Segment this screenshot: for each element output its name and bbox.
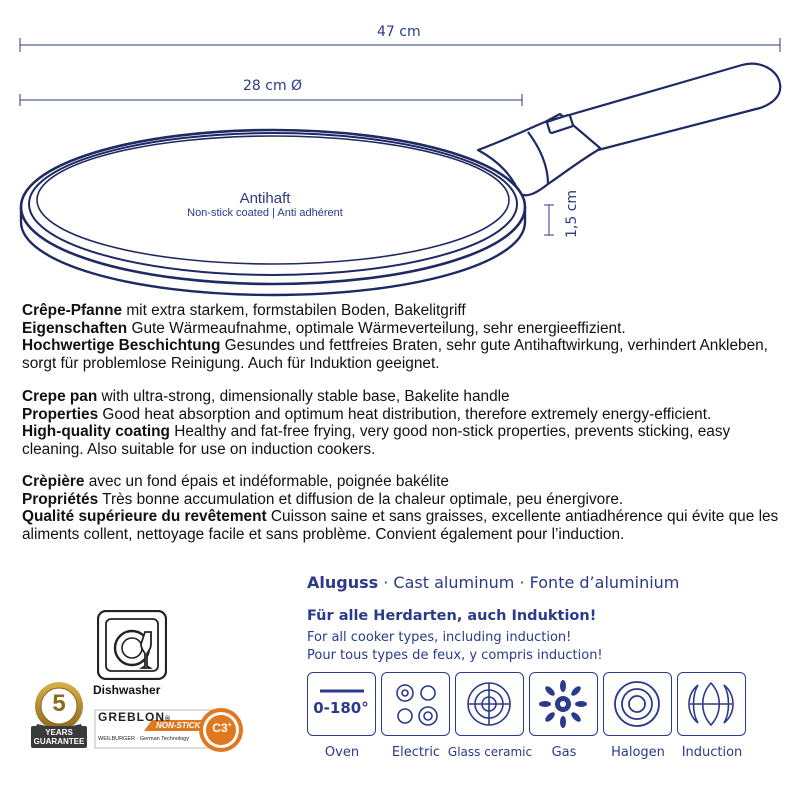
glass-ceramic-icon [455, 672, 524, 736]
guarantee-number: 5 [52, 690, 66, 717]
electric-label: Electric [391, 745, 441, 760]
material-line: Aluguss · Cast aluminum · Fonte d’aluminium [307, 573, 680, 592]
desc-fr-line: Crèpière avec un fond épais et indéformable, poignée bakélite [22, 473, 449, 490]
cooker-info-de: Für alle Herdarten, auch Induktion! [307, 608, 597, 624]
glass-ceramic-label: Glass ceramic [447, 745, 533, 759]
gas-icon [529, 672, 598, 736]
description-de [22, 302, 792, 372]
cooker-info-fr: Pour tous types de feux, y compris induction! [307, 648, 603, 663]
diameter-label: 28 cm Ø [243, 78, 303, 94]
desc-de-line: Eigenschaften Gute Wärmeaufnahme, optimale Wärmeverteilung, sehr energieeffizient. [22, 319, 626, 337]
diameter-dimension-line [20, 94, 522, 106]
pan-drawing [0, 0, 800, 300]
induction-label: Induction [681, 745, 743, 760]
oven-temperature: 0-180° [313, 699, 369, 717]
coating-title: Antihaft [239, 190, 291, 207]
greblon-grade: C3+ [212, 721, 232, 735]
greblon-sub: WEILBURGER · German Technology [98, 736, 189, 742]
dishwasher-label: Dishwasher [93, 683, 161, 697]
height-label: 1,5 cm [564, 189, 580, 238]
dishwasher-icon [97, 610, 167, 680]
halogen-label: Halogen [611, 745, 665, 760]
desc-fr-line: Propriétés Très bonne accumulation et diffusion de la chaleur optimale, peu énergivore. [22, 490, 624, 508]
oven-label: Oven [324, 745, 360, 760]
guarantee-text: YEARS GUARANTEE [33, 728, 85, 746]
description-en [22, 388, 792, 458]
length-label: 47 cm [377, 24, 421, 40]
length-dimension-line [20, 38, 780, 52]
cooker-info-en: For all cooker types, including induction! [307, 630, 572, 645]
greblon-nonstick: NON-STICK [156, 721, 201, 730]
halogen-icon [603, 672, 672, 736]
pan-handle [478, 64, 780, 196]
induction-icon [677, 672, 746, 736]
desc-de-line: Hochwertige Beschichtung Gesundes und fettfreies Braten, sehr gute Antihaftwirkung, verhindert Ankleben, sorgt für problemlose Reinigung. Auch für Induktion geeignet. [22, 337, 768, 372]
description-fr [22, 473, 792, 543]
electric-icon [381, 672, 450, 736]
gas-label: Gas [551, 745, 577, 760]
desc-de-line: Crêpe-Pfanne mit extra starkem, formstabilen Boden, Bakelitgriff [22, 302, 466, 319]
coating-subtitle: Non-stick coated | Anti adhérent [187, 207, 343, 219]
desc-fr-line: Qualité supérieure du revêtement Cuisson saine et sans graisses, excellente antiadhérence qui évite que les aliments collent, nettoyage facile et sans problème. Convient également pour l’induction. [22, 508, 779, 543]
greblon-brand: GREBLON® [98, 710, 172, 724]
desc-en-line: Crepe pan with ultra-strong, dimensionally stable base, Bakelite handle [22, 388, 510, 405]
greblon-logo [94, 700, 249, 756]
oven-icon [307, 672, 376, 736]
guarantee-badge [27, 680, 91, 752]
pan-coating-label [160, 190, 370, 219]
height-dimension-line [544, 205, 554, 235]
desc-en-line: Properties Good heat absorption and optimum heat distribution, therefore extremely energy-efficient. [22, 405, 712, 423]
desc-en-line: High-quality coating Healthy and fat-free frying, very good non-stick properties, prevents sticking, easy cleaning. Also suitable for use on induction cookers. [22, 423, 731, 458]
